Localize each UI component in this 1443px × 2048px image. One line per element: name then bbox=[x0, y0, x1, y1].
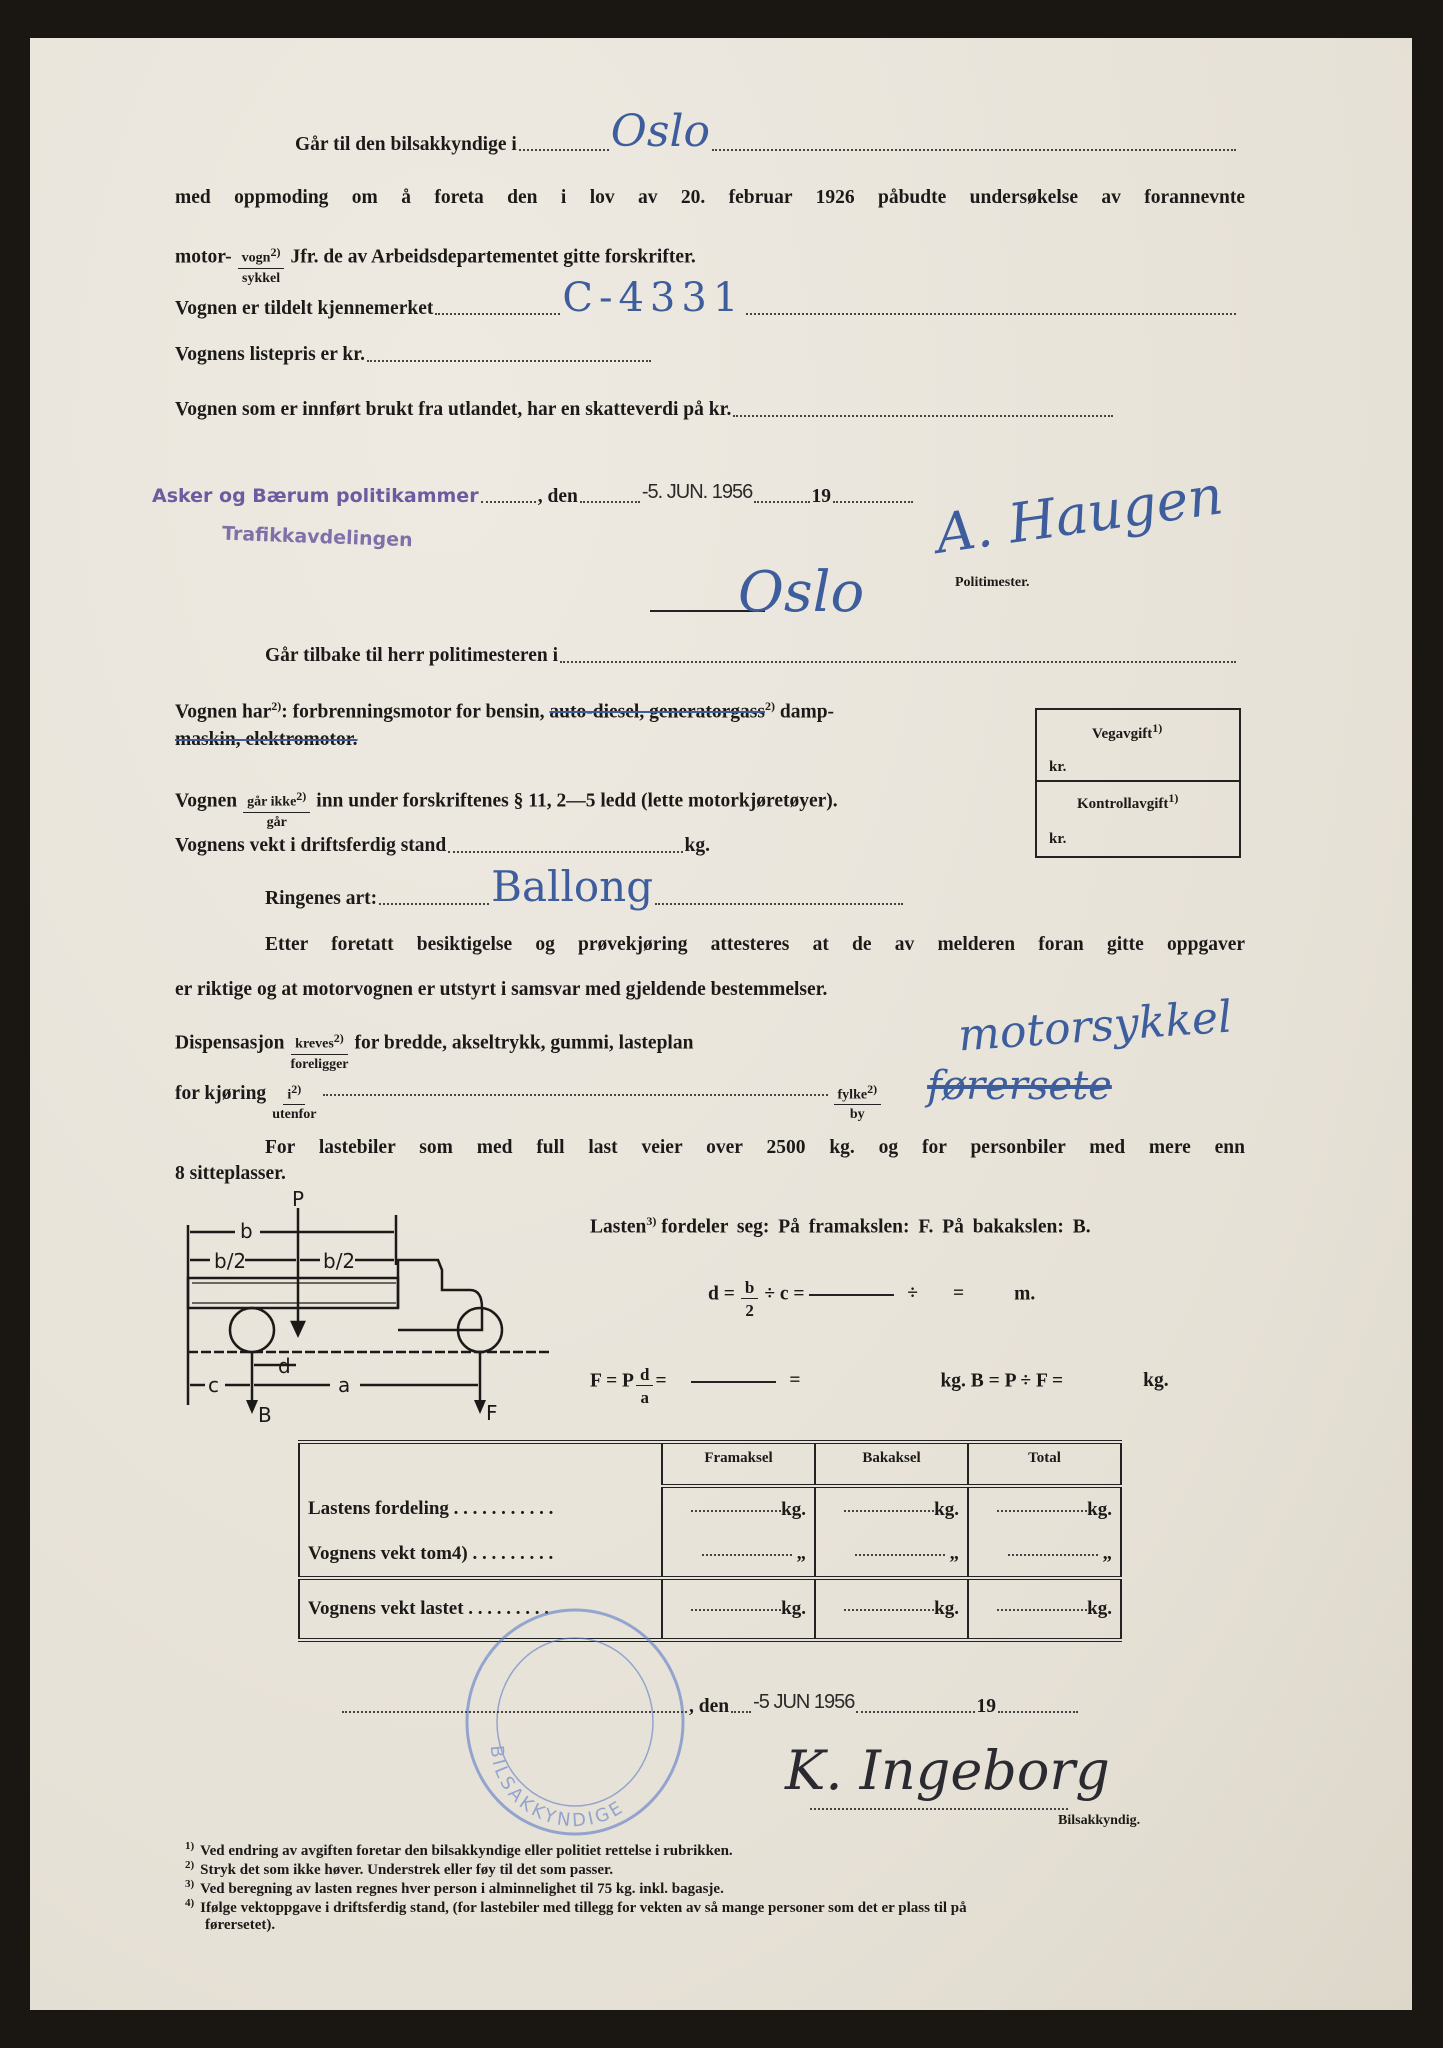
unit: kg. bbox=[1087, 1598, 1112, 1619]
dotted-line bbox=[856, 1711, 974, 1713]
den-label: , den bbox=[689, 1695, 730, 1717]
text: Kontrollavgift bbox=[1077, 796, 1169, 812]
text: fordeler seg: På framakslen: F. På bakakslen: B. bbox=[661, 1216, 1091, 1238]
text: inn under forskriftenes § 11, 2—5 ledd (lette motorkjøretøyer). bbox=[316, 790, 838, 812]
footnote-ref: 2) bbox=[270, 245, 281, 259]
formula-d bbox=[708, 1275, 1036, 1320]
registration-field bbox=[175, 275, 1238, 321]
dotted-line bbox=[733, 415, 1113, 417]
frac-num: går ikke bbox=[247, 794, 297, 810]
frac-num: i bbox=[287, 1087, 292, 1103]
footnote-ref: 1) bbox=[1168, 791, 1179, 805]
label-c: c bbox=[208, 1373, 219, 1397]
footnote-ref: 3) bbox=[646, 1214, 657, 1228]
dotted-line bbox=[712, 149, 1236, 151]
footnote-text: førersetet). bbox=[205, 1917, 276, 1933]
inspector-signature: K. Ingeborg bbox=[785, 1739, 1110, 1802]
bilsakkyndig-city-field bbox=[295, 106, 1238, 157]
dotted-line bbox=[691, 1609, 781, 1611]
dotted-line bbox=[560, 661, 1236, 663]
blank-line bbox=[809, 1294, 894, 1296]
cell-bakaksel[interactable] bbox=[815, 1532, 968, 1578]
motor-kind-line2: maskin, elektromotor. bbox=[175, 729, 358, 750]
unit: „ bbox=[1102, 1543, 1112, 1564]
label-B: B bbox=[258, 1403, 272, 1425]
footnote-ref: 2) bbox=[271, 699, 282, 713]
footnote-ref: 1) bbox=[1152, 721, 1163, 735]
row-label: Vognens vekt tom4) . . . . . . . . . bbox=[299, 1532, 662, 1578]
field-label: Går tilbake til herr politimesteren i bbox=[265, 645, 559, 666]
cell-total[interactable] bbox=[968, 1532, 1121, 1578]
applies-fraction bbox=[243, 790, 310, 830]
table-row-vekt-lastet bbox=[299, 1578, 1121, 1640]
text: B = P ÷ F = bbox=[970, 1370, 1064, 1392]
regulation-text: Jfr. de av Arbeidsdepartementet gitte forskrifter. bbox=[290, 246, 696, 268]
text: = bbox=[952, 1283, 965, 1305]
text: : forbrenningsmotor for bensin, bbox=[281, 701, 545, 723]
inspector-date-stamp: -5 JUN 1956 bbox=[753, 1691, 855, 1713]
driving-fraction bbox=[272, 1083, 316, 1123]
handwritten-note-line1: motorsykkel bbox=[956, 991, 1234, 1062]
truck-note-line1: For lastebiler som med full last veier over 2500 kg. og for personbiler med mere enn bbox=[265, 1137, 1245, 1158]
vegavgift-kr: kr. bbox=[1049, 759, 1067, 775]
request-text: med oppmoding om å foreta den i lov av 20. februar 1926 påbudte undersøkelse av forannevnte bbox=[175, 187, 1245, 208]
politimester-label: Politimester. bbox=[955, 575, 1030, 590]
inspector-date-line bbox=[340, 1692, 1080, 1716]
text: Dispensasjon bbox=[175, 1032, 285, 1054]
text: F = P bbox=[590, 1370, 634, 1392]
text: Vegavgift bbox=[1092, 726, 1153, 742]
dotted-line bbox=[844, 1510, 934, 1512]
date-stamp: -5. JUN. 1956 bbox=[641, 481, 753, 503]
unit: kg. bbox=[781, 1499, 806, 1520]
police-stamp-line2: Trafikkavdelingen bbox=[221, 522, 414, 552]
dotted-line bbox=[702, 1554, 792, 1556]
truck-note-line2: 8 sitteplasser. bbox=[175, 1163, 286, 1184]
signature-line bbox=[810, 1808, 1068, 1810]
formula-F bbox=[590, 1362, 1169, 1407]
handwritten-return-city: Oslo bbox=[738, 560, 865, 625]
bilsakkyndig-label: Bilsakkyndig. bbox=[1058, 1813, 1141, 1828]
unit: kg. bbox=[940, 1370, 966, 1392]
return-field bbox=[265, 646, 1238, 666]
label-b-half-left: b/2 bbox=[214, 1249, 247, 1273]
dotted-line bbox=[367, 360, 651, 362]
frac-den: utenfor bbox=[272, 1107, 317, 1123]
unit: kg. bbox=[1143, 1370, 1169, 1392]
row-label: Vognens vekt lastet . . . . . . . . . bbox=[299, 1578, 662, 1640]
dotted-line bbox=[855, 1554, 945, 1556]
footnote-ref: 2) bbox=[867, 1081, 878, 1096]
footnote-4-cont bbox=[205, 1917, 275, 1934]
fraction-d-over-a bbox=[636, 1366, 653, 1406]
tax-value-field bbox=[175, 400, 1115, 420]
tyre-type-field bbox=[265, 862, 905, 911]
field-label: Vognen som er innført brukt fra utlandet, har en skatteverdi på kr. bbox=[175, 399, 732, 420]
truck-cab bbox=[398, 1260, 482, 1330]
stamp-arc-text: BILSAKKYNDIGE bbox=[485, 1744, 629, 1832]
load-distribution-heading bbox=[590, 1215, 1091, 1237]
frac-num: kreves bbox=[295, 1036, 334, 1052]
field-label: Vognens listepris er kr. bbox=[175, 344, 365, 365]
frac-num: fylke bbox=[837, 1087, 868, 1103]
table-row-lastens-fordeling bbox=[299, 1486, 1121, 1532]
box-divider bbox=[1037, 780, 1239, 782]
stamp-text bbox=[486, 1744, 629, 1831]
dotted-line bbox=[997, 1609, 1087, 1611]
label-a: a bbox=[338, 1373, 351, 1397]
dotted-line bbox=[691, 1510, 781, 1512]
unit: m. bbox=[1014, 1283, 1036, 1305]
dispensation-line bbox=[175, 1024, 694, 1072]
year-prefix: 19 bbox=[811, 485, 831, 507]
cell-framaksel[interactable] bbox=[662, 1486, 815, 1532]
label-b: b bbox=[240, 1219, 253, 1243]
text: ÷ c = bbox=[764, 1283, 805, 1305]
frac-den: a bbox=[640, 1388, 649, 1407]
dotted-line bbox=[731, 1711, 751, 1713]
field-label: Vognens vekt i driftsferdig stand bbox=[175, 835, 447, 856]
footnote-text: Ved beregning av lasten regnes hver person i alminnelighet til 75 kg. inkl. bagasje. bbox=[200, 1881, 724, 1897]
handwritten-note-line2: førersete bbox=[927, 1063, 1112, 1109]
footnote-ref: 2) bbox=[764, 699, 775, 713]
fees-box bbox=[1035, 708, 1241, 858]
truck-load-diagram bbox=[180, 1190, 560, 1425]
text: Vognen bbox=[175, 790, 238, 812]
dotted-line bbox=[323, 1094, 828, 1096]
field-label: motor- bbox=[175, 246, 232, 268]
unit: „ bbox=[949, 1543, 959, 1564]
frac-den: by bbox=[849, 1107, 865, 1123]
police-stamp-line1: Asker og Bærum politikammer bbox=[152, 485, 479, 507]
dotted-line bbox=[746, 313, 1236, 315]
arrowhead-F bbox=[474, 1400, 486, 1414]
footnote-3 bbox=[185, 1878, 724, 1898]
dotted-line bbox=[655, 903, 903, 905]
dotted-line bbox=[998, 1711, 1078, 1713]
text: for kjøring bbox=[175, 1083, 267, 1104]
unit: kg. bbox=[934, 1499, 959, 1520]
dotted-line bbox=[342, 1711, 687, 1713]
dotted-line bbox=[379, 903, 489, 905]
frac-den: 2 bbox=[745, 1301, 754, 1320]
text: damp- bbox=[779, 701, 835, 723]
den-label: , den bbox=[537, 485, 578, 507]
dotted-line bbox=[997, 1510, 1087, 1512]
header-empty bbox=[299, 1442, 662, 1486]
arrowhead-B bbox=[246, 1400, 258, 1414]
vegavgift-label bbox=[1092, 722, 1162, 742]
frac-num: d bbox=[636, 1366, 653, 1386]
footnote-2 bbox=[185, 1859, 613, 1879]
cell-total[interactable] bbox=[968, 1486, 1121, 1532]
motor-kind-line1 bbox=[175, 700, 834, 722]
frac-num: vogn bbox=[241, 250, 271, 266]
frac-den: går bbox=[266, 814, 287, 830]
county-fraction bbox=[834, 1083, 882, 1123]
handwritten-registration: C-4331 bbox=[562, 275, 745, 321]
struck-text: auto-diesel, generatorgass bbox=[549, 701, 765, 723]
stamp-ring bbox=[467, 1610, 683, 1834]
frac-den: foreligger bbox=[290, 1056, 349, 1072]
label-P: P bbox=[292, 1190, 305, 1211]
stamp-inner-ring bbox=[497, 1638, 653, 1806]
cell-total[interactable] bbox=[968, 1578, 1121, 1640]
footnote-number: 4) bbox=[185, 1897, 195, 1909]
field-label: Vognen er tildelt kjennemerket bbox=[175, 297, 434, 319]
list-price-field bbox=[175, 345, 653, 365]
label-d: d bbox=[278, 1354, 291, 1378]
header-bakaksel: Bakaksel bbox=[815, 1442, 968, 1486]
dotted-line bbox=[833, 501, 913, 503]
motor-type-line bbox=[175, 238, 696, 286]
arrowhead bbox=[292, 1322, 304, 1335]
frac-den: sykkel bbox=[242, 270, 281, 286]
dotted-line bbox=[580, 501, 640, 503]
footnote-ref: 2) bbox=[291, 1081, 302, 1096]
rear-wheel bbox=[230, 1308, 274, 1352]
footnote-number: 3) bbox=[185, 1878, 195, 1890]
footnote-text: Stryk det som ikke høver. Understrek eller føy til det som passer. bbox=[200, 1862, 614, 1878]
cell-bakaksel[interactable] bbox=[815, 1578, 968, 1640]
cell-framaksel[interactable] bbox=[662, 1532, 815, 1578]
attest-line2: er riktige og at motorvognen er utstyrt i samsvar med gjeldende bestemmelser. bbox=[175, 979, 828, 1000]
label-b-half-right: b/2 bbox=[323, 1249, 356, 1273]
unit: kg. bbox=[1087, 1499, 1112, 1520]
footnote-number: 2) bbox=[185, 1859, 195, 1871]
dotted-line bbox=[754, 501, 809, 503]
text: = bbox=[655, 1370, 667, 1392]
table-row-vekt-tom bbox=[299, 1532, 1121, 1578]
attest-line1: Etter foretatt besiktigelse og prøvekjøring attesteres at de av melderen foran gitte oppgaver bbox=[265, 934, 1245, 955]
kontrollavgift-label bbox=[1077, 792, 1178, 812]
footnote-1 bbox=[185, 1840, 733, 1860]
footnote-text: Ved endring av avgiften foretar den bilsakkyndige eller politiet rettelse i rubrikken. bbox=[200, 1843, 733, 1859]
fraction-b-over-2 bbox=[741, 1279, 758, 1319]
blank-line bbox=[691, 1381, 776, 1383]
header-total: Total bbox=[968, 1442, 1121, 1486]
text: ÷ bbox=[907, 1283, 918, 1305]
unit: „ bbox=[796, 1543, 806, 1564]
footnote-number: 1) bbox=[185, 1840, 195, 1852]
dotted-line bbox=[435, 313, 560, 315]
load-table bbox=[298, 1440, 1122, 1642]
text: for bredde, akseltrykk, gummi, lasteplan bbox=[354, 1032, 694, 1054]
text: Lasten bbox=[590, 1216, 647, 1238]
label-F: F bbox=[486, 1401, 498, 1425]
cell-bakaksel[interactable] bbox=[815, 1486, 968, 1532]
light-vehicle-line bbox=[175, 782, 838, 830]
dotted-line bbox=[448, 851, 682, 853]
text: Vognen har bbox=[175, 701, 272, 723]
field-label: Går til den bilsakkyndige i bbox=[295, 133, 517, 155]
frac-num: b bbox=[741, 1279, 758, 1299]
row-label: Lastens fordeling . . . . . . . . . . . bbox=[299, 1486, 662, 1532]
handwritten-tyre-type: Ballong bbox=[491, 862, 654, 911]
dotted-line bbox=[519, 149, 609, 151]
unit: kg. bbox=[684, 835, 710, 856]
inspector-round-stamp bbox=[455, 1606, 695, 1838]
header-framaksel: Framaksel bbox=[662, 1442, 815, 1486]
dotted-line bbox=[844, 1609, 934, 1611]
footnote-text: Ifølge vektoppgave i driftsferdig stand, (for lastebiler med tillegg for vekten av så mange personer som det er plass til på bbox=[200, 1900, 967, 1916]
field-label: Ringenes art: bbox=[265, 887, 378, 909]
footnote-4 bbox=[185, 1897, 967, 1917]
politimester-signature: A. Haugen bbox=[931, 463, 1227, 566]
weight-field bbox=[175, 836, 710, 856]
kontrollavgift-kr: kr. bbox=[1049, 831, 1067, 847]
year-prefix: 19 bbox=[976, 1695, 996, 1717]
police-date-line bbox=[152, 482, 915, 506]
footnote-ref: 2) bbox=[333, 1031, 344, 1045]
text: = bbox=[789, 1370, 801, 1392]
footnote-ref: 2) bbox=[296, 789, 307, 803]
dotted-line bbox=[1008, 1554, 1098, 1556]
unit: kg. bbox=[781, 1598, 806, 1619]
dotted-line bbox=[481, 501, 536, 503]
unit: kg. bbox=[934, 1598, 959, 1619]
text: d = bbox=[708, 1283, 735, 1305]
handwritten-city: Oslo bbox=[610, 106, 711, 157]
